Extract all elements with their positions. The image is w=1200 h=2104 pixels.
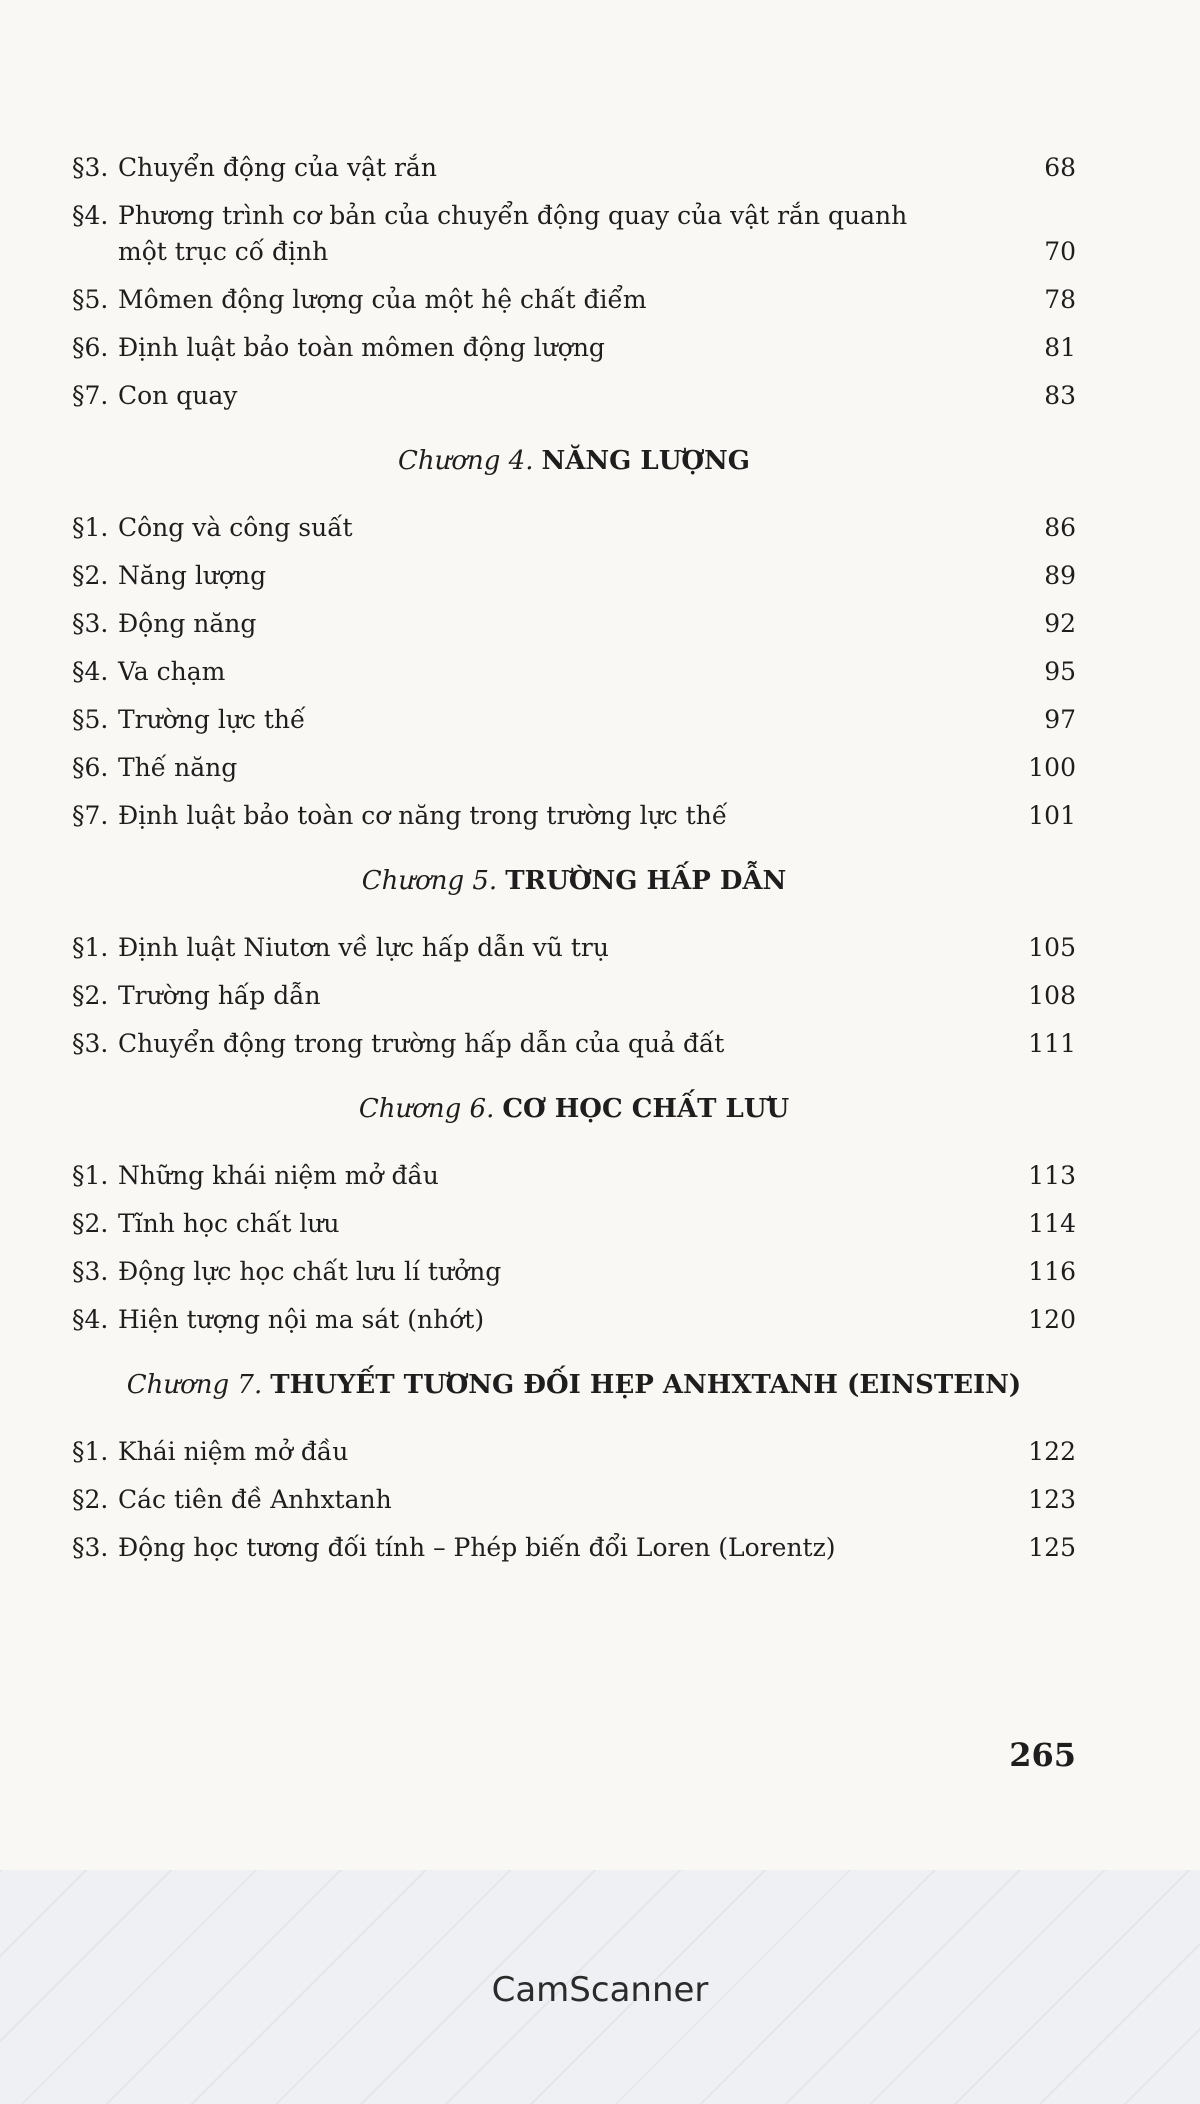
toc-entry [72, 1206, 1076, 1242]
section-title: Định luật bảo toàn cơ năng trong trường lực thế [118, 801, 728, 830]
toc-entry [72, 750, 1076, 786]
section-number: §4. [72, 657, 109, 686]
section-number: §6. [72, 333, 109, 362]
toc-entry [72, 798, 1076, 834]
chapter-heading [72, 864, 1076, 898]
section-title: Trường hấp dẫn [118, 981, 321, 1010]
section-number: §1. [72, 513, 109, 542]
toc-entry [72, 558, 1076, 594]
section-title: Định luật Niutơn về lực hấp dẫn vũ trụ [118, 933, 609, 962]
section-page-number: 95 [1044, 657, 1076, 686]
section-page-number: 123 [1028, 1485, 1076, 1514]
table-of-contents [72, 150, 1076, 1578]
toc-entry [72, 1158, 1076, 1194]
section-number: §2. [72, 1485, 109, 1514]
toc-entry [72, 150, 1076, 186]
toc-entry [72, 198, 1076, 270]
section-page-number: 113 [1028, 1161, 1076, 1190]
camscanner-brand: CamScanner [491, 1970, 709, 2010]
toc-entry [72, 1530, 1076, 1566]
chapter-heading [72, 1092, 1076, 1126]
toc-entry [72, 702, 1076, 738]
chapter-label: Chương 4. [397, 446, 534, 476]
section-title: Định luật bảo toàn mômen động lượng [118, 333, 605, 362]
chapter-name: CƠ HỌC CHẤT LƯU [502, 1094, 790, 1124]
page-number: 265 [1009, 1736, 1076, 1774]
chapter-name: TRƯỜNG HẤP DẪN [505, 866, 787, 896]
section-number: §5. [72, 285, 109, 314]
toc-entry [72, 930, 1076, 966]
section-number: §1. [72, 1161, 109, 1190]
section-title: Các tiên đề Anhxtanh [118, 1485, 392, 1514]
section-page-number: 108 [1028, 981, 1076, 1010]
chapter-label: Chương 6. [358, 1094, 495, 1124]
section-page-number: 86 [1044, 513, 1076, 542]
section-page-number: 68 [1044, 153, 1076, 182]
section-number: §1. [72, 1437, 109, 1466]
section-page-number: 116 [1028, 1257, 1076, 1286]
section-number: §2. [72, 981, 109, 1010]
section-number: §1. [72, 933, 109, 962]
section-number: §3. [72, 609, 109, 638]
section-title: Tĩnh học chất lưu [118, 1209, 340, 1238]
section-page-number: 70 [1044, 237, 1076, 266]
section-title: Công và công suất [118, 513, 353, 542]
toc-entry [72, 1026, 1076, 1062]
chapter-name: NĂNG LƯỢNG [541, 446, 751, 476]
section-page-number: 89 [1044, 561, 1076, 590]
section-number: §3. [72, 1029, 109, 1058]
section-page-number: 105 [1028, 933, 1076, 962]
section-title: Năng lượng [118, 561, 267, 590]
section-number: §6. [72, 753, 109, 782]
section-title: Động học tương đối tính – Phép biến đổi Loren (Lorentz) [118, 1533, 836, 1562]
section-number: §3. [72, 1533, 109, 1562]
section-number: §3. [72, 153, 109, 182]
section-page-number: 122 [1028, 1437, 1076, 1466]
section-title: Va chạm [118, 657, 226, 686]
toc-entry [72, 978, 1076, 1014]
section-page-number: 83 [1044, 381, 1076, 410]
section-number: §3. [72, 1257, 109, 1286]
toc-entry [72, 510, 1076, 546]
section-page-number: 97 [1044, 705, 1076, 734]
section-title: Phương trình cơ bản của chuyển động quay của vật rắn quanh một trục cố định [118, 201, 908, 266]
section-number: §4. [72, 201, 109, 230]
section-title: Những khái niệm mở đầu [118, 1161, 439, 1190]
section-title: Chuyển động của vật rắn [118, 153, 437, 182]
section-page-number: 120 [1028, 1305, 1076, 1334]
toc-entry [72, 1434, 1076, 1470]
section-title: Mômen động lượng của một hệ chất điểm [118, 285, 647, 314]
section-page-number: 101 [1028, 801, 1076, 830]
toc-entry [72, 378, 1076, 414]
chapter-label: Chương 7. [126, 1370, 263, 1400]
section-title: Thế năng [118, 753, 238, 782]
chapter-label: Chương 5. [361, 866, 498, 896]
section-number: §2. [72, 1209, 109, 1238]
section-page-number: 100 [1028, 753, 1076, 782]
toc-entry [72, 654, 1076, 690]
section-title: Trường lực thế [118, 705, 306, 734]
section-number: §2. [72, 561, 109, 590]
section-page-number: 125 [1028, 1533, 1076, 1562]
section-title: Khái niệm mở đầu [118, 1437, 349, 1466]
section-number: §5. [72, 705, 109, 734]
section-number: §7. [72, 381, 109, 410]
toc-entry [72, 330, 1076, 366]
toc-entry [72, 282, 1076, 318]
section-title: Con quay [118, 381, 238, 410]
scanner-watermark-footer [0, 1870, 1200, 2104]
toc-entry [72, 1302, 1076, 1338]
toc-entry [72, 1482, 1076, 1518]
chapter-heading [72, 444, 1076, 478]
section-page-number: 92 [1044, 609, 1076, 638]
toc-entry [72, 1254, 1076, 1290]
section-title: Động năng [118, 609, 257, 638]
section-title: Chuyển động trong trường hấp dẫn của quả đất [118, 1029, 725, 1058]
chapter-name: THUYẾT TƯƠNG ĐỐI HẸP ANHXTANH (EINSTEIN) [270, 1370, 1022, 1400]
section-number: §7. [72, 801, 109, 830]
chapter-heading [72, 1368, 1076, 1402]
section-number: §4. [72, 1305, 109, 1334]
section-page-number: 81 [1044, 333, 1076, 362]
section-page-number: 111 [1028, 1029, 1076, 1058]
section-page-number: 78 [1044, 285, 1076, 314]
section-title: Hiện tượng nội ma sát (nhớt) [118, 1305, 485, 1334]
section-title: Động lực học chất lưu lí tưởng [118, 1257, 502, 1286]
toc-entry [72, 606, 1076, 642]
section-page-number: 114 [1028, 1209, 1076, 1238]
